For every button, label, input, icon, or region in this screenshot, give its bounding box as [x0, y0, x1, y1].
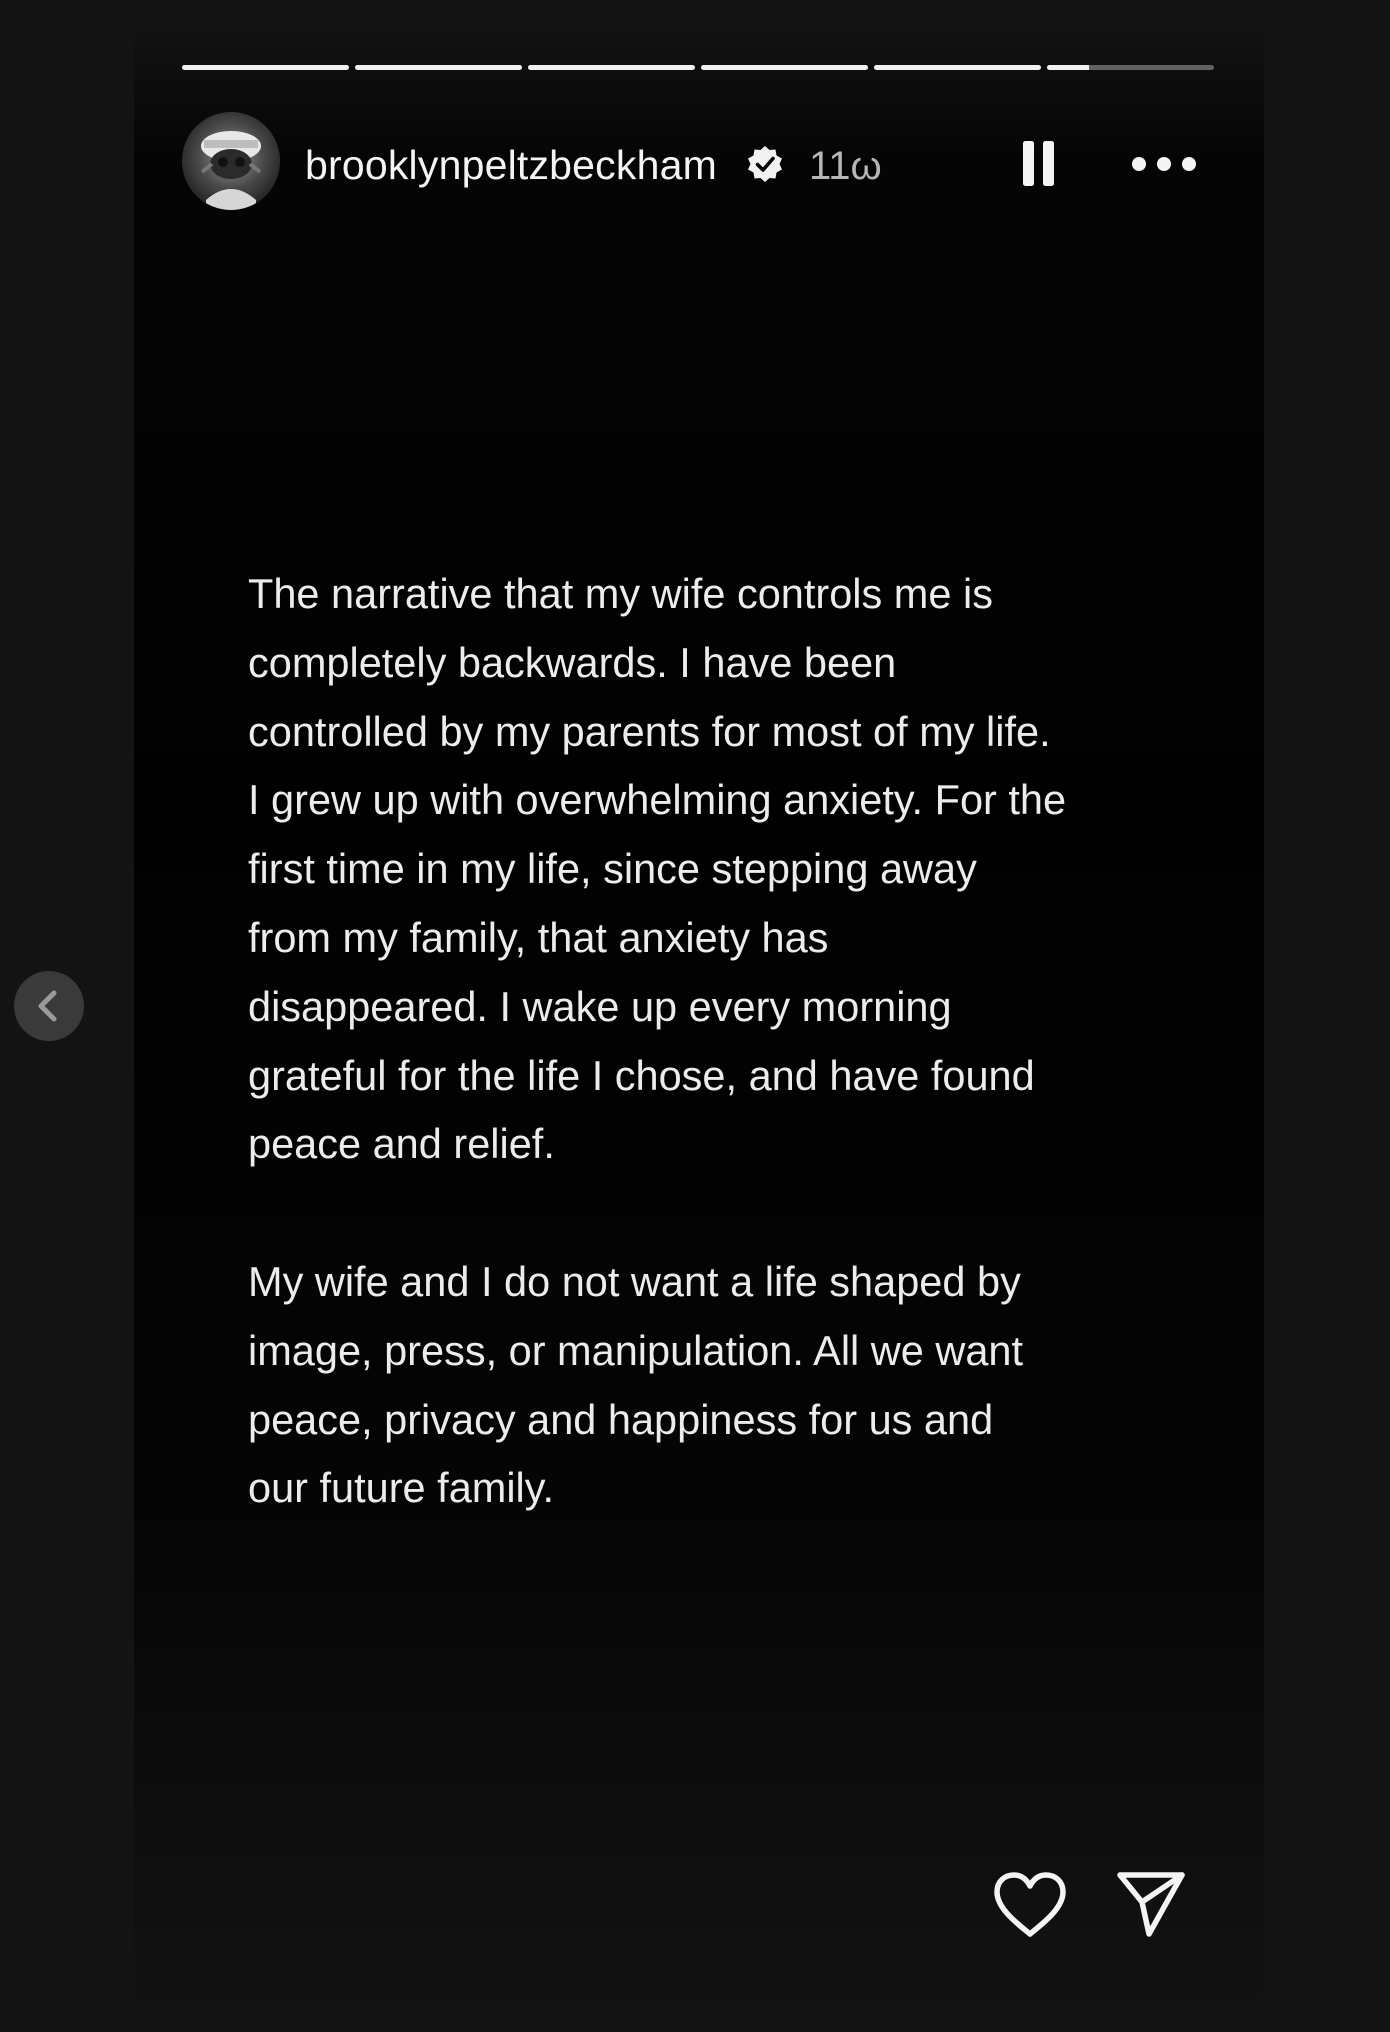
previous-story-button[interactable]: [14, 971, 84, 1041]
pause-icon: [1014, 136, 1066, 192]
progress-segment-fill: [874, 65, 1041, 70]
story-paragraph-1: The narrative that my wife controls me is completely backwards. I have been controlled by my parents for most of my life. I grew up with overwhelming anxiety. For the first time in my life, since stepping away from my family, that anxiety has disappeared. I wake up every morning grateful for the life I chose, and have found peace and relief.: [248, 570, 1067, 1168]
progress-segment-fill: [1047, 65, 1089, 70]
story-paragraph-2: My wife and I do not want a life shaped by image, press, or manipulation. All we want peace, privacy and happiness for us and our future family.: [248, 1257, 1024, 1512]
progress-segment-fill: [182, 65, 349, 70]
story-progress-bar: [182, 65, 1214, 71]
username[interactable]: brooklynpeltzbeckham: [305, 142, 717, 188]
post-time: 11ω: [809, 144, 882, 188]
progress-segment-fill: [701, 65, 868, 70]
heart-icon: [992, 1870, 1068, 1940]
progress-segment: [355, 65, 522, 70]
progress-segment: [874, 65, 1041, 70]
story-viewer[interactable]: [134, 6, 1264, 2012]
chevron-left-icon: [14, 971, 84, 1041]
more-options-button[interactable]: [1128, 144, 1200, 184]
story-header: [182, 106, 1222, 216]
story-text: [248, 560, 1168, 1523]
progress-segment: [701, 65, 868, 70]
progress-segment: [182, 65, 349, 70]
send-icon: [1114, 1868, 1188, 1940]
verified-badge-icon: [745, 144, 785, 184]
profile-photo-icon: [182, 112, 280, 210]
progress-segment: [1047, 65, 1214, 70]
pause-button[interactable]: [1014, 136, 1066, 192]
avatar[interactable]: [182, 112, 280, 210]
like-button[interactable]: [992, 1870, 1068, 1940]
progress-segment: [528, 65, 695, 70]
progress-segment-fill: [355, 65, 522, 70]
more-horizontal-icon: [1128, 144, 1200, 184]
progress-segment-fill: [528, 65, 695, 70]
share-button[interactable]: [1114, 1868, 1188, 1940]
